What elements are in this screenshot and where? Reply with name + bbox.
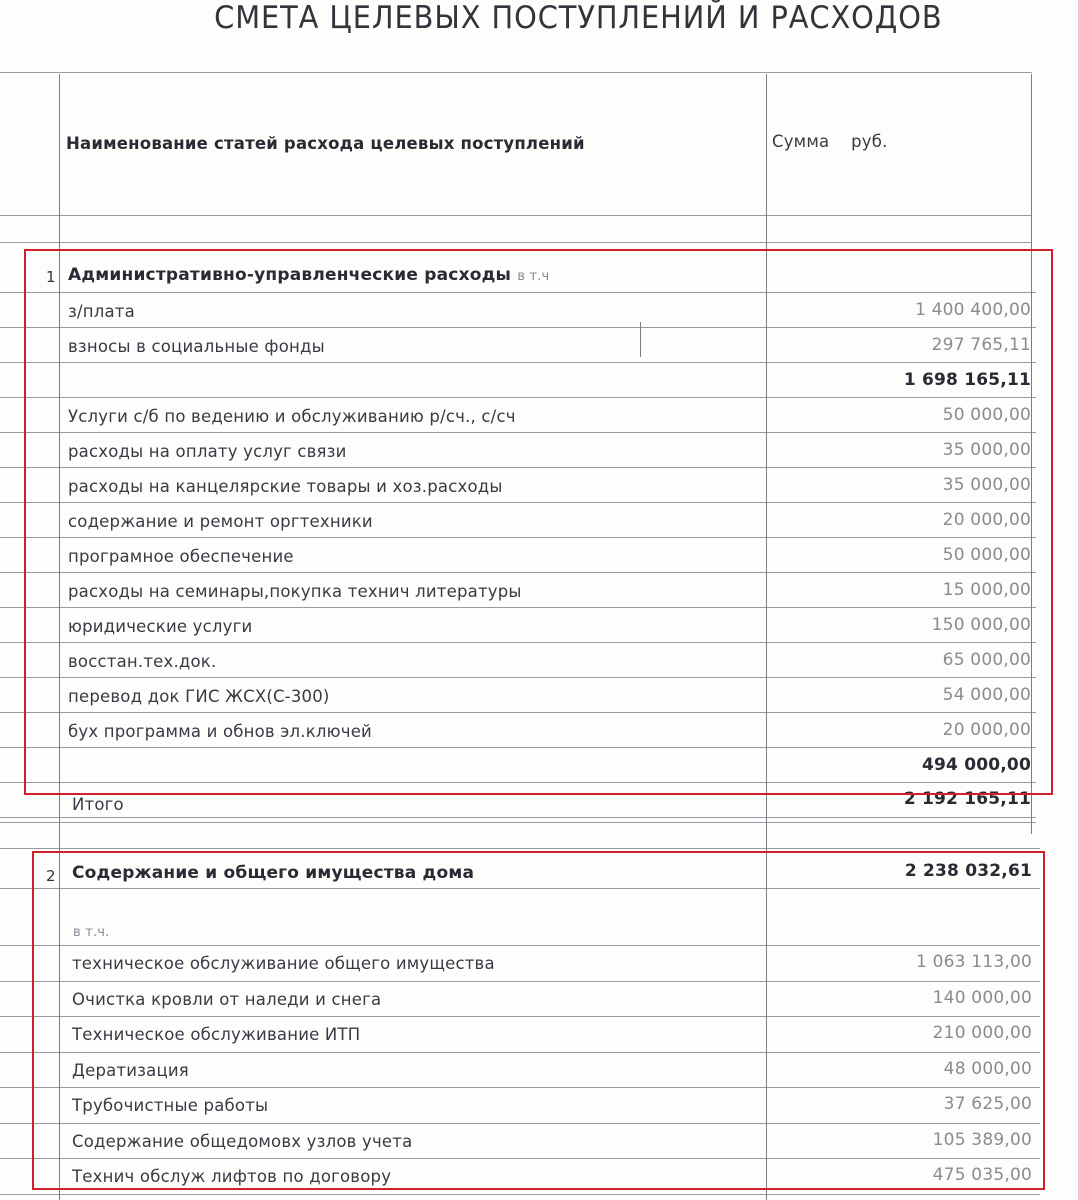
section1-row-value: 494 000,00 [921, 755, 1031, 775]
section1-row-label: расходы на канцелярские товары и хоз.расходы [68, 477, 503, 496]
section2-row-label: Дератизация [72, 1061, 189, 1080]
section1-row-label: бух программа и обнов эл.ключей [68, 722, 372, 741]
section2-sub: в т.ч. [73, 925, 110, 940]
section1-row-value: 54 000,00 [942, 685, 1031, 705]
section2-index: 2 [46, 867, 56, 885]
section1-row-value: 50 000,00 [942, 405, 1031, 425]
header-name-column: Наименование статей расхода целевых поступлений [66, 134, 585, 153]
section1-title-text: Административно-управленческие расходы [68, 265, 512, 285]
section1-row-label: з/плата [68, 302, 135, 321]
section1-row-value: 20 000,00 [942, 510, 1031, 530]
section2-row-label: Техническое обслуживание ИТП [72, 1025, 361, 1044]
section1-row-value: 1 400 400,00 [915, 300, 1031, 320]
section2-row-label: техническое обслуживание общего имущества [72, 954, 495, 973]
section1-row-value: 15 000,00 [942, 580, 1031, 600]
section1-title-suffix: в т.ч [517, 269, 550, 284]
header-sum-column: Сумма руб. [772, 132, 888, 151]
section2-row-value: 48 000,00 [943, 1059, 1032, 1079]
section1-row-label: восстан.тех.док. [68, 652, 217, 671]
section2-row-label: Трубочистные работы [72, 1096, 269, 1115]
section2-row-value: 210 000,00 [932, 1023, 1032, 1043]
document-title: СМЕТА ЦЕЛЕВЫХ ПОСТУПЛЕНИЙ И РАСХОДОВ [214, 0, 943, 36]
section2-row-value: 140 000,00 [932, 988, 1032, 1008]
total-label: Итого [72, 795, 124, 814]
section1-row-label: програмное обеспечение [68, 547, 294, 566]
section1-row-label: перевод док ГИС ЖСХ(С-300) [68, 687, 330, 706]
section2-row-value: 105 389,00 [932, 1130, 1032, 1150]
section1-row-label: юридические услуги [68, 617, 253, 636]
section2-row-label: Технич обслуж лифтов по договору [72, 1167, 392, 1186]
section1-row-value: 65 000,00 [942, 650, 1031, 670]
section1-row-label: расходы на оплату услуг связи [68, 442, 347, 461]
section1-row-value: 20 000,00 [942, 720, 1031, 740]
section1-row-label: Услуги с/б по ведению и обслуживанию р/сч., с/сч [68, 407, 516, 426]
section1-row-value: 1 698 165,11 [903, 370, 1031, 390]
section1-row-label: содержание и ремонт оргтехники [68, 512, 373, 531]
section2-row-label: Содержание общедомовх узлов учета [72, 1132, 413, 1151]
section1-row-label: расходы на семинары,покупка технич литературы [68, 582, 522, 601]
total-value: 2 192 165,11 [903, 789, 1031, 809]
section1-row-value: 150 000,00 [931, 615, 1031, 635]
section1-index: 1 [46, 268, 56, 286]
section2-row-label: Очистка кровли от наледи и снега [72, 990, 382, 1009]
section2-title-value: 2 238 032,61 [904, 861, 1032, 881]
section1-row-value: 35 000,00 [942, 475, 1031, 495]
section2-title: Содержание и общего имущества дома [72, 863, 475, 883]
section1-row-value: 50 000,00 [942, 545, 1031, 565]
section1-row-value: 297 765,11 [931, 335, 1031, 355]
section2-row-value: 1 063 113,00 [916, 952, 1032, 972]
section2-row-value: 475 035,00 [932, 1165, 1032, 1185]
section1-row-value: 35 000,00 [942, 440, 1031, 460]
section1-title [68, 265, 549, 285]
section1-row-label: взносы в социальные фонды [68, 337, 325, 356]
section2-row-value: 37 625,00 [943, 1094, 1032, 1114]
